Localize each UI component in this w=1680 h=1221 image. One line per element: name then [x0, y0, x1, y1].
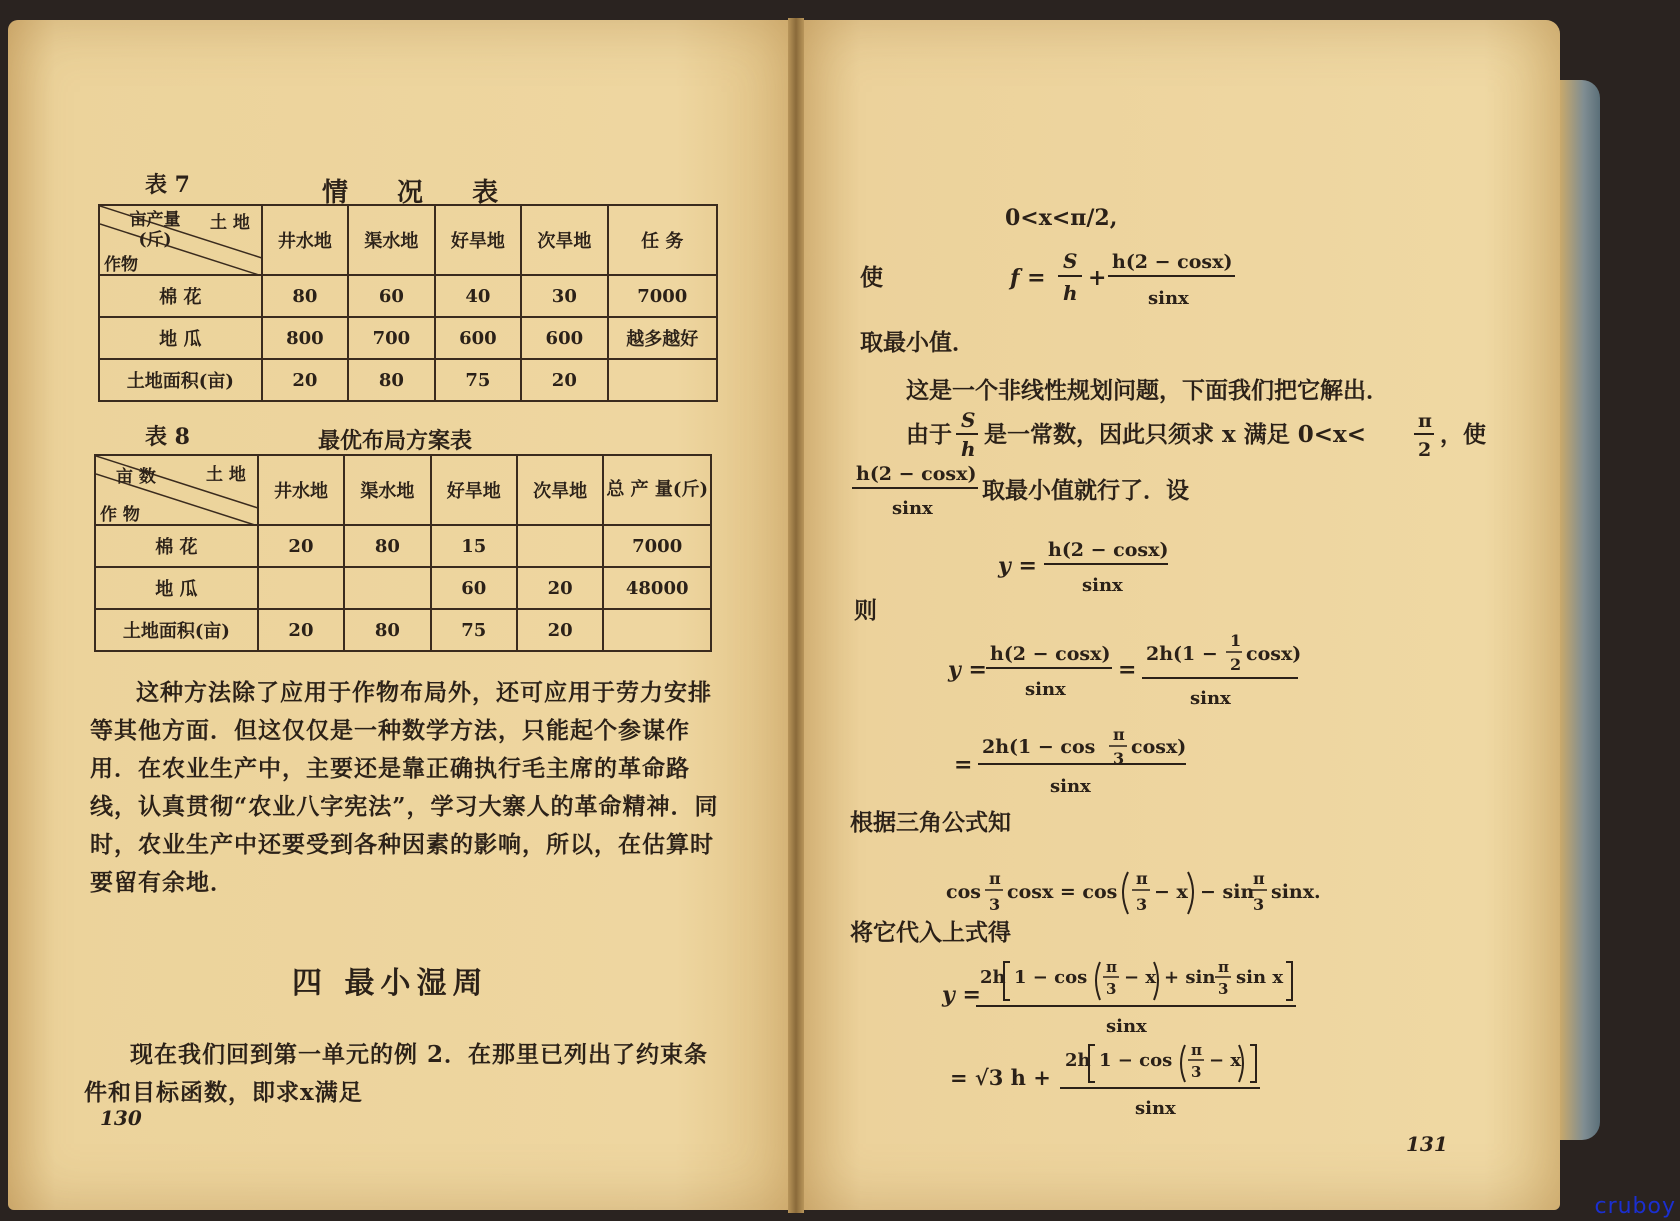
table-row	[99, 275, 717, 317]
corner-bottom: 作物	[104, 255, 138, 275]
trig-pi-3: π	[1253, 869, 1265, 888]
row-label: 棉 花	[99, 275, 262, 317]
trig-cos: cos	[946, 881, 981, 903]
text-line-2a: 由于	[906, 421, 952, 448]
frac-h: h	[961, 437, 976, 461]
last-2h: 2h	[1065, 1050, 1091, 1071]
text-line-2b: 是一常数，因此只须求 x 满足 0<x<	[984, 421, 1366, 448]
table7-title: 情 况 表	[322, 178, 519, 208]
big-sinx: sin x	[1236, 967, 1284, 988]
cell: 600	[435, 317, 521, 359]
big-pi-1: π	[1106, 958, 1117, 976]
para-line: 现在我们回到第一单元的例 2．在那里已列出了约束条	[130, 1041, 709, 1068]
cell: 越多越好	[608, 317, 717, 359]
big-minus-x: − x	[1124, 967, 1157, 988]
eq-num2a: 2h(1 −	[1146, 643, 1218, 665]
page-number-left: 130	[100, 1106, 142, 1130]
trig-minus-x: − x	[1154, 881, 1188, 903]
last-minus-x: − x	[1209, 1050, 1242, 1071]
trig-sinx: sinx.	[1271, 881, 1321, 903]
math-content	[850, 180, 1530, 1120]
trig-pi-2: π	[1136, 869, 1148, 888]
table-row	[95, 525, 711, 567]
shi-label: 使	[860, 264, 883, 291]
cell: 700	[348, 317, 434, 359]
big-three-2: 3	[1218, 980, 1229, 998]
eq-equals-1: =	[1118, 657, 1137, 683]
para-line: 等其他方面．但这仅仅是一种数学方法，只能起个参谋作	[90, 717, 690, 744]
frac-den: sinx	[892, 498, 933, 519]
para-line: 这种方法除了应用于作物布局外，还可应用于劳力安排	[136, 679, 712, 706]
f-s: S	[1063, 249, 1078, 273]
cell	[603, 609, 711, 651]
last-lhs: = √3 h +	[950, 1065, 1051, 1090]
frac-s: S	[961, 408, 976, 432]
corner-top: 土 地	[210, 213, 250, 233]
table7-corner	[99, 205, 262, 275]
cell: 40	[435, 275, 521, 317]
row-label: 土地面积(亩)	[99, 359, 262, 401]
book-gutter	[788, 18, 804, 1213]
last-three: 3	[1191, 1063, 1202, 1081]
eq-num1: h(2 − cosx)	[990, 643, 1111, 665]
cell: 80	[348, 359, 434, 401]
corner-mid: 亩 数	[116, 467, 156, 487]
jiang-text: 将它代入上式得	[850, 919, 1011, 946]
cell	[344, 567, 430, 609]
genju-text: 根据三角公式知	[850, 809, 1011, 836]
cell: 20	[521, 359, 607, 401]
big-den: sinx	[1106, 1016, 1147, 1037]
table-row	[99, 359, 717, 401]
half-num: 1	[1230, 631, 1242, 650]
text-line-3: 取最小值就行了．设	[982, 477, 1189, 504]
y-def-den: sinx	[1082, 575, 1123, 596]
condition-line: 0<x<π/2,	[1005, 205, 1118, 231]
eq-num2b: cosx)	[1246, 643, 1302, 665]
cell: 7000	[603, 525, 711, 567]
cell	[517, 525, 603, 567]
big-plus-sin: + sin	[1164, 967, 1216, 988]
cell: 20	[258, 609, 344, 651]
para-line: 时，农业生产中还要受到各种因素的影响，所以，在估算时	[90, 831, 714, 858]
text-line-2c: ，使	[1440, 421, 1486, 448]
cell: 80	[344, 525, 430, 567]
eq-num3a: 2h(1 − cos	[982, 736, 1096, 758]
half-den: 2	[1230, 655, 1242, 674]
corner-mid: 亩产量(斤)	[129, 210, 181, 250]
f-den: sinx	[1148, 288, 1189, 309]
cell: 30	[521, 275, 607, 317]
cell: 60	[348, 275, 434, 317]
header-cell: 好旱地	[431, 455, 517, 525]
cell: 15	[431, 525, 517, 567]
table7	[98, 204, 718, 402]
pi-num: π	[1113, 725, 1125, 744]
frac-two: 2	[1418, 439, 1432, 461]
trig-three-3: 3	[1253, 895, 1265, 914]
table8-caption: 表 8	[145, 424, 190, 450]
section-paragraph	[84, 1036, 708, 1112]
ze-label: 则	[854, 597, 877, 624]
table-row	[99, 317, 717, 359]
header-cell: 井水地	[258, 455, 344, 525]
table8-title: 最优布局方案表	[318, 428, 473, 454]
para-line: 件和目标函数，即求x满足	[84, 1079, 363, 1106]
cell: 75	[435, 359, 521, 401]
big-1cos: 1 − cos	[1014, 967, 1088, 988]
body-paragraph	[90, 674, 718, 902]
eq-den1: sinx	[1025, 679, 1066, 700]
table8-corner	[95, 455, 258, 525]
row-label: 地 瓜	[95, 567, 258, 609]
cell: 20	[262, 359, 348, 401]
f-num: h(2 − cosx)	[1112, 251, 1233, 273]
header-cell: 任 务	[608, 205, 717, 275]
y-def-lhs: y =	[998, 553, 1037, 579]
cell: 20	[258, 525, 344, 567]
cell: 60	[431, 567, 517, 609]
table7-caption: 表 7	[145, 172, 190, 198]
header-cell: 次旱地	[517, 455, 603, 525]
corner-top: 土 地	[206, 465, 246, 485]
section-title: 四 最小湿周	[292, 966, 489, 1001]
cell: 75	[431, 609, 517, 651]
trig-sin: − sin	[1200, 881, 1255, 903]
f-plus: +	[1088, 265, 1107, 291]
cell: 800	[262, 317, 348, 359]
header-cell: 次旱地	[521, 205, 607, 275]
y-def-num: h(2 − cosx)	[1048, 539, 1169, 561]
table8	[94, 454, 712, 652]
text-line-1: 这是一个非线性规划问题，下面我们把它解出．	[906, 377, 1389, 404]
last-1cos: 1 − cos	[1099, 1050, 1173, 1071]
header-cell: 总 产 量(斤)	[603, 455, 711, 525]
big-y: y =	[942, 982, 981, 1008]
para-line: 用．在农业生产中，主要还是靠正确执行毛主席的革命路	[90, 755, 690, 782]
eq-y: y =	[948, 657, 987, 683]
three-den: 3	[1113, 749, 1125, 768]
eq-den2: sinx	[1190, 688, 1231, 709]
f-lhs: f =	[1010, 265, 1046, 291]
trig-pi-1: π	[989, 869, 1001, 888]
cell: 7000	[608, 275, 717, 317]
last-den: sinx	[1135, 1098, 1176, 1119]
trig-three-2: 3	[1136, 895, 1148, 914]
big-three-1: 3	[1106, 980, 1117, 998]
big-2h: 2h	[980, 967, 1006, 988]
header-cell: 渠水地	[344, 455, 430, 525]
f-h: h	[1063, 281, 1078, 305]
page-number-right: 131	[1406, 1132, 1448, 1156]
row-label: 土地面积(亩)	[95, 609, 258, 651]
header-cell: 渠水地	[348, 205, 434, 275]
frac-pi: π	[1418, 410, 1432, 432]
para-line: 线，认真贯彻“农业八字宪法”，学习大寨人的革命精神．同	[90, 793, 719, 820]
eq-den3: sinx	[1050, 776, 1091, 797]
frac-num: h(2 − cosx)	[856, 463, 977, 485]
header-cell: 好旱地	[435, 205, 521, 275]
cell: 48000	[603, 567, 711, 609]
corner-bottom: 作 物	[100, 505, 140, 525]
cell	[258, 567, 344, 609]
eq-equals-2: =	[954, 752, 973, 778]
cell: 600	[521, 317, 607, 359]
cell: 80	[344, 609, 430, 651]
trig-three-1: 3	[989, 895, 1001, 914]
cell: 20	[517, 609, 603, 651]
table-row	[95, 609, 711, 651]
watermark-text: cruboy	[1594, 1194, 1676, 1219]
row-label: 地 瓜	[99, 317, 262, 359]
trig-mid: cosx = cos	[1007, 881, 1118, 903]
cell: 80	[262, 275, 348, 317]
big-pi-2: π	[1218, 958, 1229, 976]
qu-text: 取最小值．	[860, 329, 975, 356]
header-cell: 井水地	[262, 205, 348, 275]
cell	[608, 359, 717, 401]
para-line: 要留有余地．	[90, 869, 234, 896]
table-row	[95, 567, 711, 609]
book-edge	[1560, 80, 1600, 1140]
row-label: 棉 花	[95, 525, 258, 567]
cell: 20	[517, 567, 603, 609]
eq-num3b: cosx)	[1131, 736, 1187, 758]
last-pi: π	[1191, 1041, 1202, 1059]
